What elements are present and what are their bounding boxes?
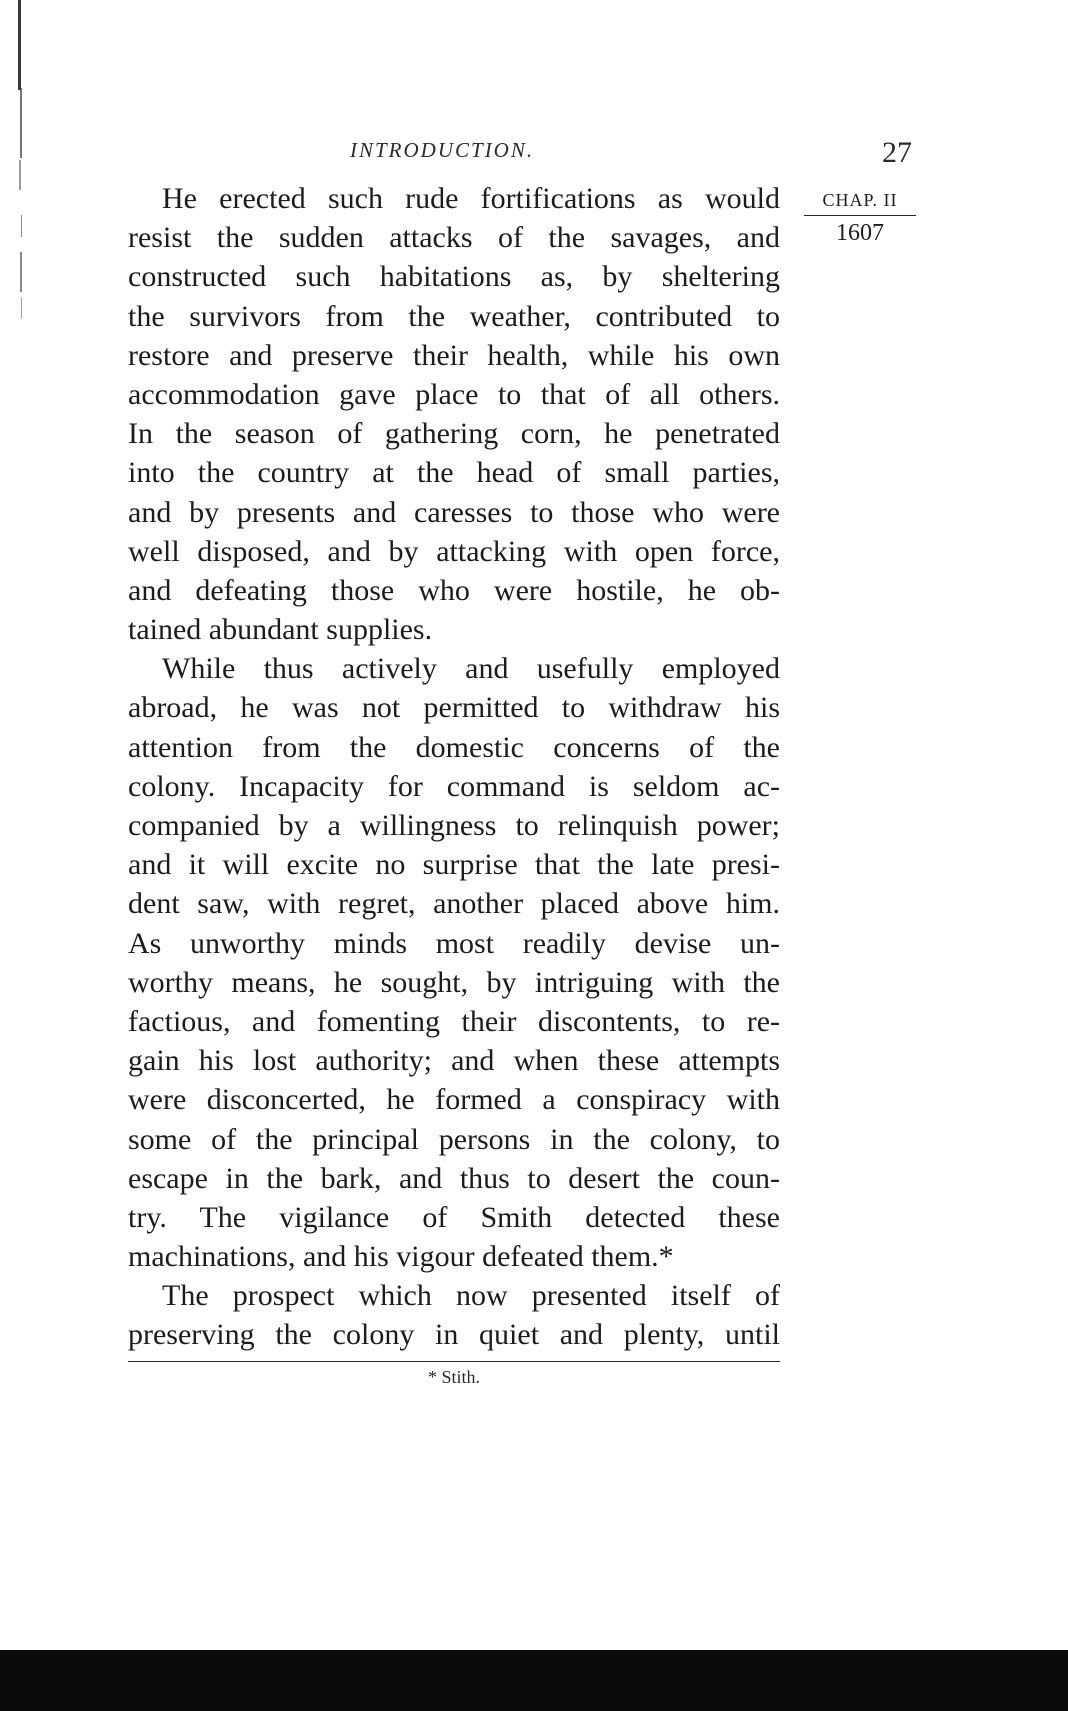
- footnote: * Stith.: [427, 1367, 480, 1387]
- text-line: preserving the colony in quiet and plenty, until: [128, 1318, 780, 1352]
- scan-bottom-edge: [0, 1650, 1068, 1711]
- text-line: and by presents and caresses to those who were: [128, 495, 780, 529]
- text-line: try. The vigilance of Smith detected these: [128, 1200, 780, 1234]
- text-line: escape in the bark, and thus to desert the coun-: [128, 1161, 780, 1195]
- text-line: colony. Incapacity for command is seldom ac-: [128, 769, 780, 803]
- paragraph: [128, 179, 780, 649]
- running-title: INTRODUCTION.: [350, 138, 535, 162]
- paragraph: [128, 1276, 780, 1354]
- text-line: The prospect which now presented itself of: [162, 1279, 780, 1313]
- text-line: were disconcerted, he formed a conspiracy with: [128, 1083, 780, 1117]
- text-line: machinations, and his vigour defeated them.*: [128, 1240, 674, 1274]
- text-line: attention from the domestic concerns of the: [128, 730, 780, 764]
- text-line: gain his lost authority; and when these attempts: [128, 1044, 780, 1078]
- text-line: restore and preserve their health, while his own: [128, 338, 780, 372]
- text-line: factious, and fomenting their discontents, to re-: [128, 1004, 780, 1038]
- text-line: the survivors from the weather, contributed to: [128, 299, 780, 333]
- body-text: [128, 179, 780, 1355]
- page-number: 27: [882, 136, 912, 169]
- text-line: and it will excite no surprise that the late presi-: [128, 848, 780, 882]
- footnote-divider: [128, 1361, 780, 1362]
- text-line: worthy means, he sought, by intriguing with the: [128, 965, 780, 999]
- text-line: abroad, he was not permitted to withdraw his: [128, 691, 780, 725]
- text-line: dent saw, with regret, another placed above him.: [128, 887, 780, 921]
- text-line: In the season of gathering corn, he penetrated: [128, 417, 780, 451]
- text-line: into the country at the head of small parties,: [128, 456, 780, 490]
- text-line: constructed such habitations as, by sheltering: [128, 260, 780, 294]
- text-line: accommodation gave place to that of all others.: [128, 377, 780, 411]
- margin-chapter: CHAP. II: [804, 190, 916, 216]
- paragraph: [128, 649, 780, 1276]
- text-line: and defeating those who were hostile, he ob-: [128, 573, 780, 607]
- text-line: well disposed, and by attacking with open force,: [128, 534, 780, 568]
- text-line: companied by a willingness to relinquish power;: [128, 809, 780, 842]
- page-edge-binding: [0, 0, 34, 360]
- margin-year: 1607: [836, 220, 884, 246]
- text-line: some of the principal persons in the colony, to: [128, 1122, 780, 1156]
- text-line: tained abundant supplies.: [128, 613, 433, 647]
- text-line: As unworthy minds most readily devise un-: [128, 926, 780, 960]
- text-line: resist the sudden attacks of the savages, and: [128, 221, 780, 255]
- margin-note: [804, 190, 916, 247]
- text-line: While thus actively and usefully employed: [162, 652, 780, 686]
- text-line: He erected such rude fortifications as would: [162, 182, 780, 215]
